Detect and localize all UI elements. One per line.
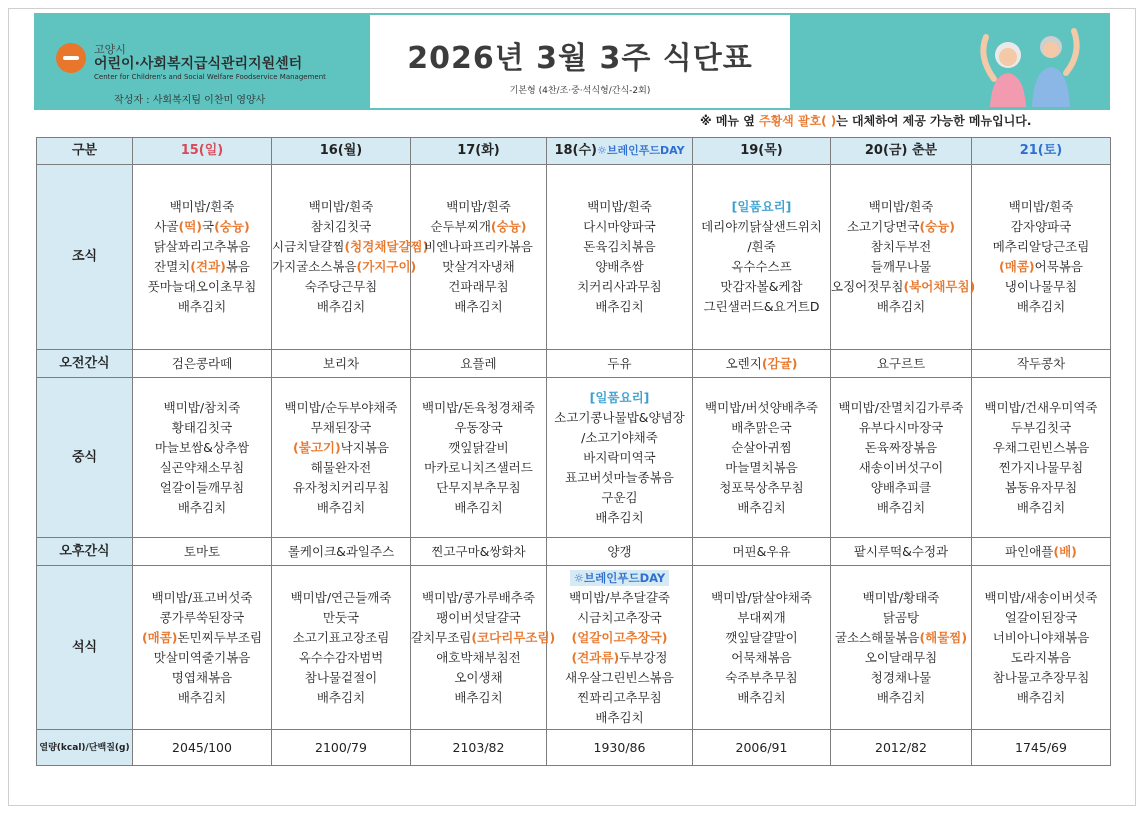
menu-item: 돈육짜장볶음	[864, 439, 938, 455]
menu-item: 굴소스해물볶음(해물찜)	[834, 629, 968, 645]
day-header	[693, 138, 831, 165]
menu-item: 배추김치	[737, 689, 786, 705]
menu-item: 새우살그린빈스볶음	[565, 669, 674, 685]
menu-item: 배추김치	[454, 499, 503, 515]
menu-item: 풋마늘대오이초무침	[147, 279, 257, 294]
menu-item: (얼갈이고추장국)	[571, 629, 668, 645]
menu-item: 롤케이크&과일주스	[287, 543, 395, 559]
day-header	[831, 138, 972, 165]
menu-item: 유자청치커리무침	[292, 479, 390, 495]
menu-cell	[133, 165, 272, 350]
menu-item: 사골(떡)국(숭늉)	[154, 219, 250, 234]
org-block	[34, 13, 364, 110]
day-label: 21(토)	[1019, 143, 1063, 158]
nutrition-cell: 2045/100	[133, 730, 272, 766]
day-label: 18(수)	[554, 143, 597, 158]
org-sub: 고양시	[94, 43, 126, 56]
menu-item: 백미밥/새송이버섯죽	[984, 589, 1098, 605]
menu-item: 마늘보쌈&상추쌈	[154, 439, 250, 455]
menu-item: 배추김치	[1016, 689, 1066, 705]
menu-item: 청포묵상추무침	[719, 479, 804, 495]
menu-cell	[272, 165, 429, 350]
menu-item: 배추김치	[177, 689, 227, 705]
brain-badge-line	[547, 568, 692, 588]
day-header	[133, 138, 272, 165]
menu-item: /소고기야채죽	[581, 429, 658, 445]
menu-item: 맛살겨자냉채	[442, 259, 515, 274]
day-header	[972, 138, 1111, 165]
snack-cell	[411, 350, 547, 378]
menu-item: 갈치무조림(코다리무조림)	[411, 629, 556, 645]
org-name: 어린이·사회복지급식관리지원센터	[94, 56, 303, 72]
snack-cell	[972, 538, 1111, 566]
menu-item: 배추김치	[737, 499, 786, 515]
row-label: 열량(kcal)/단백질(g)	[37, 730, 133, 766]
menu-item: 찐고구마&쌍화차	[431, 543, 526, 559]
menu-item: 배추김치	[876, 499, 926, 515]
snack-cell	[133, 350, 272, 378]
header-banner	[34, 13, 1110, 110]
menu-item: 데리야끼닭살샌드위치	[701, 219, 822, 234]
day-header	[272, 138, 411, 165]
snack-cell	[831, 538, 972, 566]
menu-cell	[831, 566, 972, 730]
menu-item: 가지굴소스볶음(가지구이)	[272, 259, 417, 274]
nutrition-cell: 2100/79	[272, 730, 411, 766]
menu-cell	[411, 566, 556, 730]
snack-cell	[693, 538, 831, 566]
menu-item: 배추김치	[1016, 299, 1066, 314]
menu-item: 백미밥/흰죽	[308, 199, 374, 214]
menu-item: 요플레	[460, 355, 497, 371]
menu-item: 새송이버섯구이	[858, 459, 944, 475]
menu-item: 배추김치	[1016, 499, 1066, 515]
menu-cell	[133, 378, 272, 538]
menu-item: 참나물고추장무침	[992, 669, 1090, 685]
menu-item: 시금치달걀찜(청경채달걀찜)	[272, 239, 429, 254]
menu-item: 잔멸치(견과)볶음	[154, 259, 250, 274]
menu-item: 배추김치	[876, 689, 926, 705]
menu-item: 마늘멸치볶음	[725, 459, 798, 475]
note-highlight: 주황색 괄호( )	[758, 114, 837, 128]
menu-item: 닭곰탕	[882, 609, 920, 625]
menu-item: 배추김치	[177, 299, 227, 314]
menu-item: 토마토	[183, 543, 221, 559]
day-label: 17(화)	[457, 143, 500, 158]
menu-item: 백미밥/건새우미역죽	[984, 399, 1098, 415]
menu-item: 돈육김치볶음	[583, 239, 656, 254]
menu-item: 바지락미역국	[583, 449, 656, 465]
menu-item: 배추김치	[595, 709, 644, 725]
note-suffix: 는 대체하여 제공 가능한 메뉴입니다.	[836, 114, 1032, 128]
menu-item: 백미밥/표고버섯죽	[151, 589, 253, 605]
menu-item: 오이생채	[454, 669, 503, 685]
menu-item: 참치김칫국	[310, 219, 372, 234]
menu-cell	[831, 378, 972, 538]
menu-item: 양배추피클	[870, 479, 932, 495]
menu-cell	[133, 566, 272, 730]
row-label: 조식	[37, 165, 133, 350]
snack-cell	[693, 350, 831, 378]
page-title: 2026년 3월 3주 식단표	[407, 41, 753, 76]
day-header-row	[37, 138, 1111, 165]
menu-cell	[972, 378, 1111, 538]
menu-item: [일품요리]	[589, 389, 650, 405]
day-label: 16(월)	[319, 143, 363, 158]
day-header	[411, 138, 547, 165]
menu-item: 해물완자전	[310, 459, 372, 475]
menu-item: 우동장국	[454, 419, 503, 435]
menu-item: 얼갈이된장국	[1004, 609, 1078, 625]
menu-item: 치커리사과무침	[577, 279, 662, 294]
snack-cell	[411, 538, 547, 566]
day-label: 20(금)	[864, 143, 908, 158]
menu-item: 들깨무나물	[870, 259, 932, 274]
menu-item: (매콤)돈민찌두부조림	[141, 629, 263, 645]
menu-item: 다시마양파국	[583, 219, 656, 234]
menu-item: 백미밥/연근들깨죽	[290, 589, 392, 605]
pm-snack-row	[37, 538, 1111, 566]
menu-item: 닭살꽈리고추볶음	[153, 239, 251, 254]
menu-cell	[831, 165, 976, 350]
menu-item: 찐꽈리고추무침	[577, 689, 662, 705]
menu-item: 참나물겉절이	[304, 669, 378, 685]
elderly-couple-illustration-icon	[956, 17, 1096, 107]
row-label: 오후간식	[37, 538, 133, 566]
nutrition-cell: 1930/86	[547, 730, 693, 766]
nutrition-cell: 1745/69	[972, 730, 1111, 766]
menu-item: 숙주당근무침	[304, 279, 378, 294]
org-logo-icon	[56, 43, 86, 73]
page-subtitle: 기본형 (4찬/조·중·석식형/간식-2회)	[509, 86, 651, 96]
day-header	[547, 138, 693, 165]
day-label: 19(목)	[740, 143, 783, 158]
meal-table	[36, 137, 1111, 766]
menu-item: 맛감자볼&케찹	[720, 279, 803, 294]
menu-item: 배추김치	[316, 689, 366, 705]
menu-cell	[547, 378, 693, 538]
menu-item: 오징어젓무침(북어채무침)	[831, 279, 976, 294]
menu-item: 배추김치	[595, 509, 644, 525]
menu-item: 소고기당면국(숭늉)	[846, 219, 956, 234]
menu-item: 시금치고추장국	[577, 609, 662, 625]
menu-item: 무채된장국	[310, 419, 372, 435]
corner-cell: 구분	[37, 138, 133, 165]
org-english-name: Center for Children's and Social Welfare Foodservice Management	[94, 73, 326, 81]
nutrition-cell: 2006/91	[693, 730, 831, 766]
menu-item: 어묵채볶음	[731, 649, 792, 665]
menu-item: 황태김칫국	[171, 419, 233, 435]
menu-cell	[972, 165, 1111, 350]
menu-item: 옥수수스프	[731, 259, 792, 274]
menu-item: 검은콩라떼	[171, 355, 233, 371]
row-label: 석식	[37, 566, 133, 730]
menu-item: 청경채나물	[870, 669, 932, 685]
menu-item: 도라지볶음	[1010, 649, 1072, 665]
menu-item: 순두부찌개(숭늉)	[430, 219, 527, 234]
brain-food-badge	[570, 570, 670, 586]
menu-item: (견과류)두부강정	[571, 649, 668, 665]
menu-item: 부대찌개	[737, 609, 786, 625]
day-extra: 춘분	[911, 143, 938, 158]
menu-cell	[693, 566, 831, 730]
menu-item: 팽이버섯달걀국	[436, 609, 521, 625]
snack-cell	[133, 538, 272, 566]
menu-cell	[693, 165, 831, 350]
menu-cell	[972, 566, 1111, 730]
menu-item: 만둣국	[322, 609, 360, 625]
menu-item: [일품요리]	[731, 199, 792, 214]
menu-item: 백미밥/흰죽	[169, 199, 235, 214]
menu-cell	[411, 165, 547, 350]
menu-item: 그린샐러드&요거트D	[703, 299, 820, 314]
menu-item: 양배추쌈	[595, 259, 644, 274]
menu-item: 백미밥/콩가루배추죽	[422, 589, 535, 605]
am-snack-row	[37, 350, 1111, 378]
row-label: 오전간식	[37, 350, 133, 378]
menu-item: 봄동유자무침	[1004, 479, 1078, 495]
menu-item: 배추김치	[595, 299, 644, 314]
menu-item: 머핀&우유	[732, 543, 791, 559]
menu-item: 단무지부추무침	[436, 479, 521, 495]
menu-item: 건파래무침	[448, 279, 509, 294]
menu-item: 보리차	[322, 355, 360, 371]
snack-cell	[547, 538, 693, 566]
menu-item: 백미밥/흰죽	[1008, 199, 1074, 214]
menu-item: 애호박채부침전	[436, 649, 521, 665]
menu-item: 배추김치	[454, 299, 503, 314]
menu-cell	[272, 566, 411, 730]
menu-item: 백미밥/흰죽	[868, 199, 934, 214]
menu-item: 비엔나파프리카볶음	[424, 239, 533, 254]
menu-item: 백미밥/순두부야채죽	[284, 399, 398, 415]
menu-item: 너비아니야채볶음	[992, 629, 1090, 645]
snack-cell	[972, 350, 1111, 378]
menu-item: 콩가루쑥된장국	[159, 609, 245, 625]
menu-cell	[547, 566, 693, 730]
menu-item: 파인애플(배)	[1005, 543, 1077, 559]
menu-item: 백미밥/돈육청경채죽	[422, 399, 535, 415]
menu-item: 깻잎닭갈비	[448, 439, 509, 455]
menu-item: 배추김치	[177, 499, 227, 515]
menu-item: 팥시루떡&수정과	[853, 543, 949, 559]
menu-item: 백미밥/황태죽	[862, 589, 940, 605]
menu-item: 백미밥/참치죽	[163, 399, 241, 415]
menu-item: 오렌지(감귤)	[725, 355, 798, 371]
dinner-list	[547, 588, 692, 728]
menu-cell	[411, 378, 547, 538]
snack-cell	[272, 538, 411, 566]
menu-item: 구운김	[601, 489, 638, 505]
lunch-row	[37, 378, 1111, 538]
menu-item: 우채그린빈스볶음	[992, 439, 1090, 455]
menu-item: 두부김칫국	[1010, 419, 1072, 435]
dinner-row	[37, 566, 1111, 730]
breakfast-row	[37, 165, 1111, 350]
menu-item: 두유	[607, 355, 632, 371]
menu-item: 오이달래무침	[864, 649, 938, 665]
day-extra: 브레인푸드DAY	[606, 144, 685, 157]
day-label: 15(일)	[180, 143, 224, 158]
menu-item: /흰죽	[747, 239, 776, 254]
menu-item: 명엽채볶음	[171, 669, 233, 685]
menu-item: 배추김치	[454, 689, 503, 705]
menu-item: 깻잎달걀말이	[725, 629, 798, 645]
menu-item: 찐가지나물무침	[998, 459, 1084, 475]
menu-item: 메추리알당근조림	[992, 239, 1090, 254]
brain-food-sun-icon: ☼	[596, 144, 607, 157]
menu-item: 백미밥/흰죽	[446, 199, 511, 214]
nutrition-row	[37, 730, 1111, 766]
menu-item: 배추김치	[316, 299, 366, 314]
menu-item: 실곤약채소무침	[159, 459, 245, 475]
menu-item: 표고버섯마늘종볶음	[565, 469, 674, 485]
menu-item: 마카로니치즈샐러드	[424, 459, 533, 475]
menu-item: 배추김치	[316, 499, 366, 515]
menu-item: 옥수수감자범벅	[298, 649, 384, 665]
menu-item: 맛살미역줄기볶음	[153, 649, 251, 665]
menu-item: 감자양파국	[1010, 219, 1072, 234]
brain-food-sun-icon: ☼	[573, 570, 585, 585]
menu-cell	[547, 165, 693, 350]
menu-item: 유부다시마장국	[858, 419, 944, 435]
menu-item: 백미밥/버섯양배추죽	[705, 399, 818, 415]
menu-item: 백미밥/부추달걀죽	[569, 589, 670, 605]
menu-cell	[693, 378, 831, 538]
author: 작성자 : 사회복지팀 이찬미 영양사	[114, 95, 266, 106]
note-prefix: ※ 메뉴 옆	[700, 114, 759, 128]
menu-cell	[272, 378, 411, 538]
badge-label: 브레인푸드DAY	[584, 570, 666, 585]
menu-item: 순살아귀찜	[731, 439, 792, 455]
substitution-note	[700, 112, 1031, 129]
menu-item: 백미밥/흰죽	[587, 199, 652, 214]
menu-item: 숙주부추무침	[725, 669, 798, 685]
menu-item: 백미밥/잔멸치김가루죽	[838, 399, 964, 415]
title-box	[370, 15, 790, 108]
nutrition-cell: 2012/82	[831, 730, 972, 766]
snack-cell	[831, 350, 972, 378]
menu-item: (매콤)어묵볶음	[999, 259, 1083, 274]
menu-item: 얼갈이들깨무침	[159, 479, 245, 495]
menu-item: 참치두부전	[870, 239, 932, 254]
menu-item: 양갱	[607, 543, 632, 559]
snack-cell	[547, 350, 693, 378]
menu-item: 냉이나물무침	[1004, 279, 1078, 294]
menu-item: 배추김치	[876, 299, 926, 314]
nutrition-cell: 2103/82	[411, 730, 547, 766]
menu-item: 작두콩차	[1016, 355, 1066, 371]
menu-item: 소고기콩나물밥&양념장	[554, 409, 685, 425]
menu-item: 배추맑은국	[731, 419, 792, 435]
row-label: 중식	[37, 378, 133, 538]
menu-item: (불고기)낙지볶음	[293, 439, 389, 455]
menu-item: 백미밥/닭살야채죽	[711, 589, 812, 605]
menu-item: 소고기표고장조림	[292, 629, 390, 645]
snack-cell	[272, 350, 411, 378]
menu-item: 요구르트	[876, 355, 926, 371]
